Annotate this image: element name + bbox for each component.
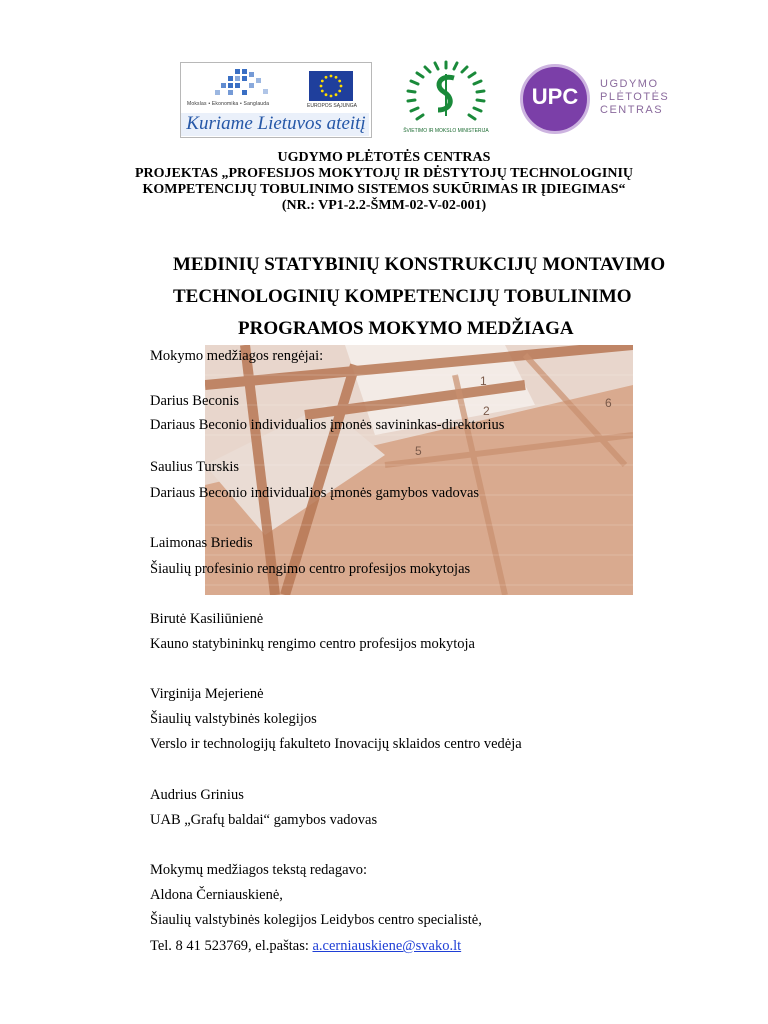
author-role: Dariaus Beconio individualios įmonės savininkas-direktorius <box>150 417 505 433</box>
editor-role: Šiaulių valstybinės kolegijos Leidybos centro specialistė, <box>150 912 482 928</box>
header-project-number: (NR.: VP1-2.2-ŠMM-02-V-02-001) <box>281 198 487 213</box>
author-name: Saulius Turskis <box>150 459 240 475</box>
author-name: Birutė Kasiliūnienė <box>150 611 264 627</box>
eu-text: EUROPOS SĄJUNGA <box>307 103 358 109</box>
author-name: Audrius Grinius <box>150 787 244 803</box>
editor-email-link[interactable]: a.cerniauskiene@svako.lt <box>312 938 462 954</box>
mosaic-icon <box>215 69 271 99</box>
header-project-line1: PROJEKTAS „PROFESIJOS MOKYTOJŲ IR DĖSTYTOJŲ TECHNOLOGINIŲ <box>135 166 633 181</box>
header-org: UGDYMO PLĖTOTĖS CENTRAS <box>277 150 491 165</box>
editor-contact <box>150 938 461 955</box>
title-line-1: MEDINIŲ STATYBINIŲ KONSTRUKCIJŲ MONTAVIMO <box>173 254 666 275</box>
author-role-2: Verslo ir technologijų fakulteto Inovacijų sklaidos centro vedėja <box>150 736 522 752</box>
ministry-emblem-icon <box>388 60 504 138</box>
eu-flag-icon <box>309 71 353 101</box>
editor-intro: Mokymų medžiagos tekstą redagavo: <box>150 862 368 878</box>
authors-intro: Mokymo medžiagos rengėjai: <box>150 348 324 364</box>
logo-row <box>180 60 680 140</box>
author-role: Šiaulių valstybinės kolegijos <box>150 711 317 727</box>
upc-letters: UPC <box>531 84 579 109</box>
author-name: Laimonas Briedis <box>150 535 253 551</box>
photo-label: 2 <box>483 404 490 418</box>
background-photo <box>205 345 633 595</box>
author-role: Šiaulių profesinio rengimo centro profesijos mokytojas <box>150 561 471 577</box>
esf-small-text: Mokslas • Ekonomika • Sanglauda <box>187 101 270 107</box>
author-role: UAB „Grafų baldai“ gamybos vadovas <box>150 812 378 828</box>
photo-label: 1 <box>480 374 487 388</box>
ministry-logo <box>388 60 504 138</box>
author-name: Virginija Mejerienė <box>150 686 264 702</box>
header-project-line2: KOMPETENCIJŲ TOBULINIMO SISTEMOS SUKŪRIMAS IR ĮDIEGIMAS“ <box>142 182 626 197</box>
esf-logo <box>180 62 372 138</box>
title-line-2: TECHNOLOGINIŲ KOMPETENCIJŲ TOBULINIMO <box>173 286 632 307</box>
project-header <box>0 150 768 214</box>
author-name: Darius Beconis <box>150 393 239 409</box>
upc-logo <box>520 64 680 136</box>
editor-name: Aldona Černiauskienė, <box>150 887 283 903</box>
photo-label: 6 <box>605 396 612 410</box>
upc-words: UGDYMO PLĖTOTĖS CENTRAS <box>600 78 670 116</box>
author-role: Dariaus Beconio individualios įmonės gamybos vadovas <box>150 485 480 501</box>
photo-label: 5 <box>415 444 422 458</box>
title-line-3: PROGRAMOS MOKYMO MEDŽIAGA <box>238 318 574 339</box>
ministry-caption: ŠVIETIMO IR MOKSLO MINISTERIJA <box>403 128 489 134</box>
author-role: Kauno statybininkų rengimo centro profesijos mokytoja <box>150 636 475 652</box>
esf-slogan: Kuriame Lietuvos ateitį <box>186 113 366 134</box>
editor-phone: Tel. 8 41 523769, el.paštas: <box>150 938 313 954</box>
